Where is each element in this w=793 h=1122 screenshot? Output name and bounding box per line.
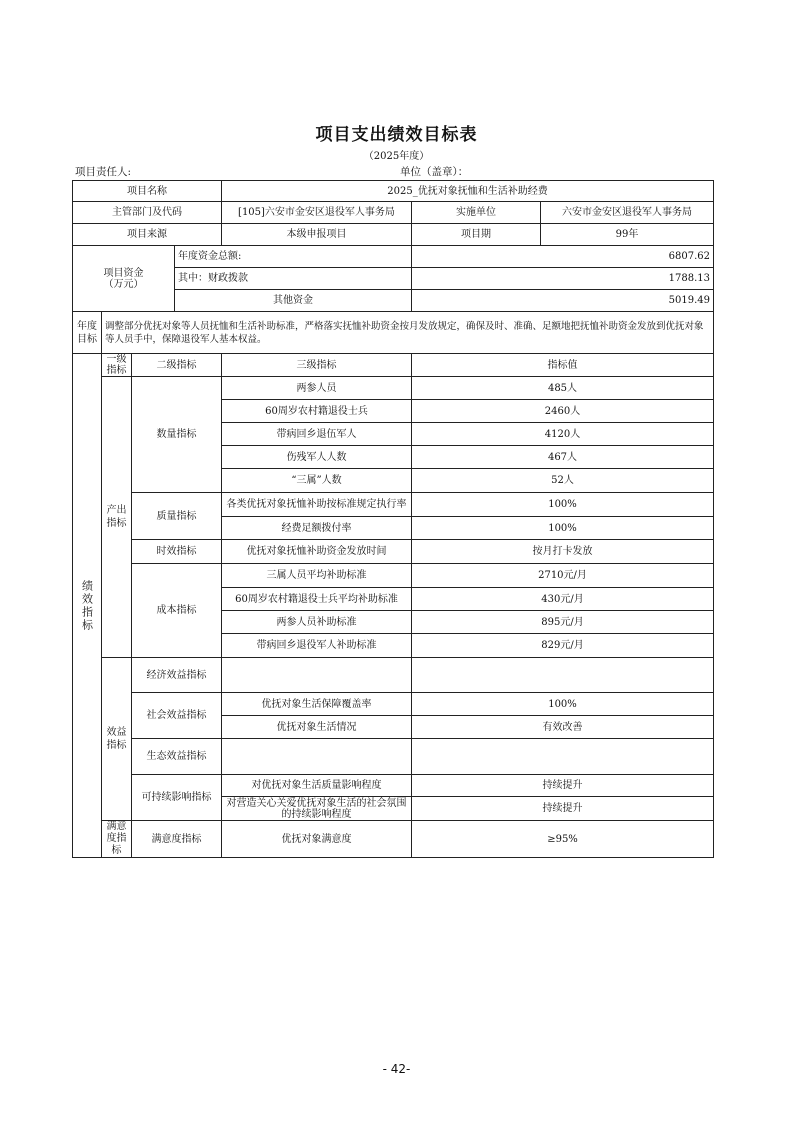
other-funds-value: 5019.49 (412, 290, 714, 312)
project-name-value: 2025_优抚对象抚恤和生活补助经费 (222, 181, 714, 202)
indicator-name: 优抚对象抚恤补助资金发放时间 (222, 540, 412, 564)
indicator-name (222, 658, 412, 693)
timeliness-indicators: 时效指标 (132, 540, 222, 564)
funds-label-line2: （万元） (103, 278, 144, 290)
indicator-value: ≥95% (412, 821, 714, 858)
indicator-value: 2460人 (412, 400, 714, 423)
implementing-unit-label: 实施单位 (412, 202, 541, 224)
level2-header: 二级指标 (132, 354, 222, 377)
indicator-name: 60周岁农村籍退役士兵 (222, 400, 412, 423)
performance-indicators-label (73, 354, 102, 858)
indicator-row (73, 693, 714, 716)
indicator-value: 100% (412, 517, 714, 540)
benefit-indicators-label (102, 658, 132, 821)
satisfaction-indicators-label (102, 821, 132, 858)
level3-header: 三级指标 (222, 354, 412, 377)
project-name-label: 项目名称 (73, 181, 222, 202)
project-name-row (73, 181, 714, 202)
indicator-row (73, 658, 714, 693)
source-label: 项目来源 (73, 224, 222, 246)
indicator-name: 对优抚对象生活质量影响程度 (222, 775, 412, 797)
quantity-indicators: 数量指标 (132, 377, 222, 493)
implementing-unit-value: 六安市金安区退役军人事务局 (541, 202, 714, 224)
indicator-name: 两参人员 (222, 377, 412, 400)
indicator-name: 优抚对象生活保障覆盖率 (222, 693, 412, 716)
department-label: 主管部门及代码 (73, 202, 222, 224)
indicator-name: 两参人员补助标准 (222, 611, 412, 634)
economic-benefit-indicators: 经济效益指标 (132, 658, 222, 693)
indicator-name: 对营造关心关爱优抚对象生活的社会氛围的持续影响程度 (222, 797, 412, 821)
page-title: 项目支出绩效目标表 (315, 125, 478, 145)
benefit-indicators-text: 效益指标 (106, 727, 127, 751)
indicator-row (73, 377, 714, 400)
department-value: [105]六安市金安区退役军人事务局 (222, 202, 412, 224)
indicator-name: 带病回乡退役军人补助标准 (222, 634, 412, 658)
quality-indicators: 质量指标 (132, 493, 222, 540)
indicator-value: 52人 (412, 469, 714, 493)
social-benefit-indicators: 社会效益指标 (132, 693, 222, 739)
indicator-value: 2710元/月 (412, 564, 714, 588)
sustainable-impact-indicators: 可持续影响指标 (132, 775, 222, 821)
indicator-value: 485人 (412, 377, 714, 400)
indicator-value (412, 739, 714, 775)
indicator-value: 430元/月 (412, 588, 714, 611)
indicator-value: 467人 (412, 446, 714, 469)
responsible-person-label: 项目责任人: (75, 166, 132, 178)
total-funds-value: 6807.62 (412, 246, 714, 268)
indicator-name: 各类优抚对象抚恤补助按标准规定执行率 (222, 493, 412, 517)
indicator-value: 按月打卡发放 (412, 540, 714, 564)
indicator-header-row (73, 354, 714, 377)
indicator-name (222, 739, 412, 775)
output-indicators-text: 产出指标 (106, 505, 127, 529)
indicator-name: 60周岁农村籍退役士兵平均补助标准 (222, 588, 412, 611)
indicator-value: 持续提升 (412, 797, 714, 821)
indicator-value: 4120人 (412, 423, 714, 446)
period-label: 项目期 (412, 224, 541, 246)
unit-seal-label: 单位（盖章）： (400, 166, 469, 178)
indicator-row (73, 821, 714, 858)
fiscal-funds-label: 其中：财政拨款 (175, 268, 412, 290)
ecological-benefit-indicators: 生态效益指标 (132, 739, 222, 775)
indicator-row (73, 564, 714, 588)
indicator-name: 三属人员平均补助标准 (222, 564, 412, 588)
annual-goal-text: 调整部分优抚对象等人员抚恤和生活补助标准，严格落实抚恤补助资金按月发放规定，确保及时、准确、足额地把抚恤补助资金发放到优抚对象等人员手中，保障退役军人基本权益。 (102, 312, 714, 354)
annual-goal-row (73, 312, 714, 354)
level1-header: 一级指标 (102, 354, 132, 377)
indicator-row (73, 775, 714, 797)
indicator-value: 100% (412, 493, 714, 517)
indicator-value: 有效改善 (412, 716, 714, 739)
fiscal-year: （2025年度） (363, 151, 430, 162)
annual-goal-label-line2: 目标 (77, 333, 97, 345)
indicator-row (73, 739, 714, 775)
annual-goal-label-line1: 年度 (77, 320, 97, 332)
indicator-name: 经费足额拨付率 (222, 517, 412, 540)
funds-total-row (73, 246, 714, 268)
fiscal-funds-value: 1788.13 (412, 268, 714, 290)
indicator-name: “三属”人数 (222, 469, 412, 493)
indicator-value: 持续提升 (412, 775, 714, 797)
satisfaction-level2: 满意度指标 (132, 821, 222, 858)
cost-indicators: 成本指标 (132, 564, 222, 658)
page-number: - 42- (382, 1062, 411, 1076)
satisfaction-indicators-text: 满意度指标 (106, 821, 127, 856)
performance-indicators-text: 绩效指标 (80, 579, 94, 632)
department-row (73, 202, 714, 224)
funds-label (73, 246, 175, 312)
indicator-name: 伤残军人人数 (222, 446, 412, 469)
source-value: 本级申报项目 (222, 224, 412, 246)
annual-goal-label (73, 312, 102, 354)
source-row (73, 224, 714, 246)
indicator-value (412, 658, 714, 693)
period-value: 99年 (541, 224, 714, 246)
indicator-name: 带病回乡退伍军人 (222, 423, 412, 446)
value-header: 指标值 (412, 354, 714, 377)
other-funds-label: 其他资金 (175, 290, 412, 312)
indicator-row (73, 493, 714, 517)
indicator-value: 829元/月 (412, 634, 714, 658)
indicator-value: 895元/月 (412, 611, 714, 634)
indicator-name: 优抚对象满意度 (222, 821, 412, 858)
indicator-row (73, 540, 714, 564)
output-indicators-label (102, 377, 132, 658)
total-funds-label: 年度资金总额: (175, 246, 412, 268)
indicator-value: 100% (412, 693, 714, 716)
indicator-name: 优抚对象生活情况 (222, 716, 412, 739)
funds-label-line1: 项目资金 (103, 267, 144, 279)
performance-table (72, 180, 714, 858)
